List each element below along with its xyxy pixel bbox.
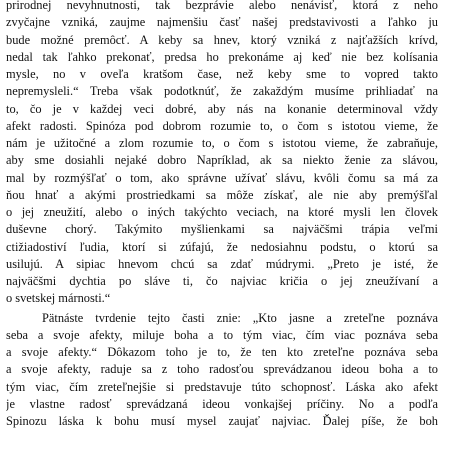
text-line: Pätnáste tvrdenie tejto časti znie: „Kto jasne a zreteľne poznáva [42,310,438,325]
text-line: najväčšmi dychtia po sláve ti, čo najviac kričia o jej zneužívaní a [6,274,438,288]
text-line: usilujú. A sipiac hnevom chcú sa zdať múdrymi. „Preto je isté, že [6,256,438,271]
text-line: mal by rozmýšľať o tom, ako správne užívať slávu, kvôli čomu sa má za [6,170,438,185]
text-line: duševne chorý. Takýmito myšlienkami sa najväčšmi trápia veľmi [6,222,438,237]
text-line: ctižiadostiví ľudia, ktorí si zúfajú, že nedosiahnu podstu, o ktorú sa [6,239,438,254]
text-line: Spinozu láska k bohu musí mysel zaujať najviac. Ďalej píše, že boh [6,414,438,428]
text-line: o jej zneužití, alebo o iných takýchto veciach, na ktoré mysli len človek [6,205,438,219]
paragraph-2 [6,310,438,431]
text-line: prirodnej nevyhnutnosti, tak bezprávie alebo nenávisť, ktorá z neho [6,0,438,12]
text-line: seba a svoje afekty, miluje boha a to tým viac, čím viac poznáva seba [6,327,438,342]
document-text [6,0,438,430]
text-line: to, čo je v každej veci dobré, aby nás na konanie determinoval vždy [6,101,438,116]
paragraph-1 [6,0,438,308]
text-line: ňou hnať a akými prostriedkami sa môže získať, ale nie aby premýšľal [6,187,438,202]
text-line: tým viac, čím zreteľnejšie si predstavuje túto schopnosť. Láska ako afekt [6,379,438,394]
text-line: bude možné premôcť. A keby sa hnev, ktorý vzniká z najťažších krívd, [6,32,438,47]
text-line: nedal tak ľahko prekonať, predsa ho prekonáme aj keď nie bez kolísania [6,49,438,64]
text-line: a svoje afekty, raduje sa z toho radosťou sprevádzanou ideou boha a to [6,362,438,377]
text-line: afekt radosti. Spinóza pod dobrom rozumie to, o čom s istotou vieme, že [6,118,438,133]
text-line: a svoje afekty.“ Dôkazom toho je to, že ten kto zreteľne poznáva seba [6,345,438,359]
text-line: mysle, no v oveľa kratšom čase, než keby sme to vopred takto [6,67,438,81]
text-line: je vlastne radosť sprevádzaná ideou vonkajšej príčiny. No a podľa [6,396,438,411]
text-line: nepremysleli.“ Treba však podotknúť, že zakaždým musíme prihliadať na [6,84,438,99]
text-line: aby sme dosiahli nejaké dobro Napríklad, ak sa niekto ženie za slávou, [6,153,438,168]
text-line: o svetskej márnosti.“ [6,291,111,306]
text-line: nám je užitočné a zlom rozumie to, o čom s istotou vieme, že zabraňuje, [6,136,438,150]
text-line: zvyčajne vzniká, zaujme najmenšiu časť našej predstavivosti a ľahko ju [6,15,438,30]
